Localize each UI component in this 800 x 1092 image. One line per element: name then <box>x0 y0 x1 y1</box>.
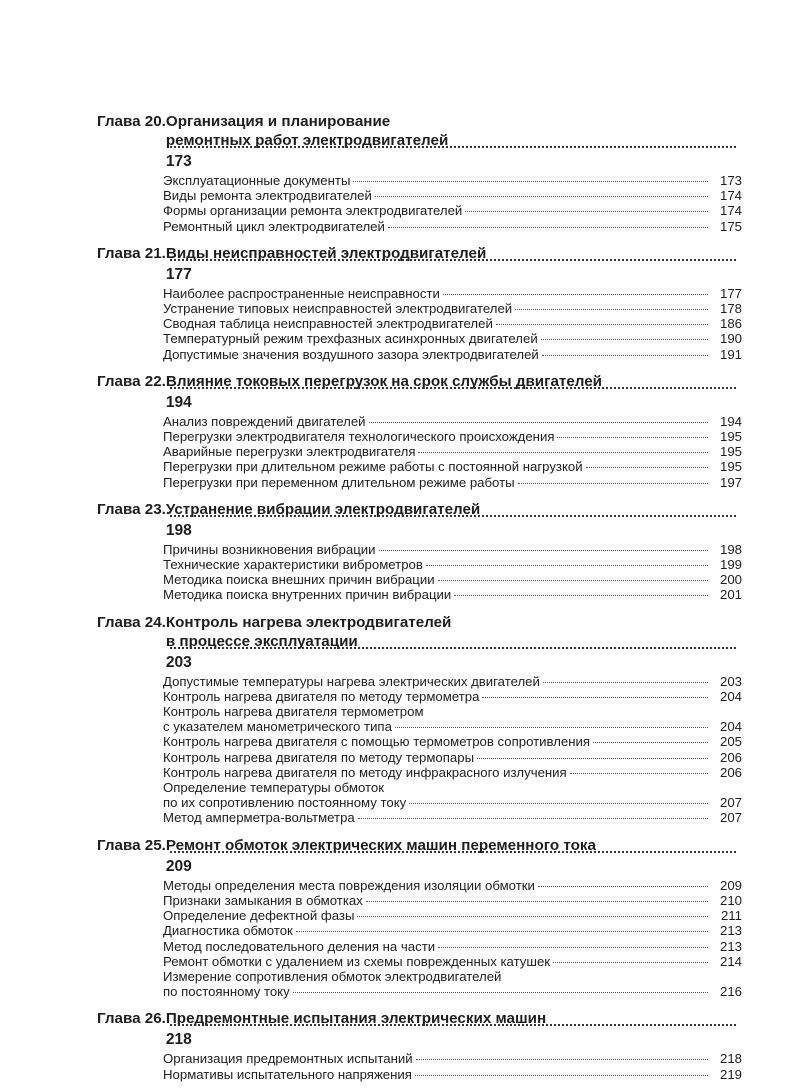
toc-entry <box>163 459 742 474</box>
toc-entry-line <box>163 347 742 362</box>
toc-entry-line <box>163 765 742 780</box>
chapter-title-text <box>166 613 742 672</box>
toc-entry-line <box>163 219 742 234</box>
toc-entry-text <box>163 939 742 954</box>
chapter-title-last-line <box>166 372 742 412</box>
toc-entry-title: Эксплуатационные документы <box>163 173 351 188</box>
chapter-number: Глава 22. <box>97 372 166 390</box>
chapter-title-line: Виды неисправностей электродвигателей <box>165 244 487 262</box>
dot-leader <box>357 916 708 917</box>
toc-entry-text <box>163 347 742 362</box>
toc-entry-text <box>163 923 742 938</box>
dot-leader <box>454 595 708 596</box>
toc-entry-line <box>163 954 742 969</box>
dot-leader <box>443 294 708 295</box>
toc-entry-text <box>163 286 742 301</box>
toc-entry-page: 200 <box>719 572 742 588</box>
chapter-title-last-line <box>166 1009 742 1049</box>
toc-entry-line <box>163 939 742 954</box>
toc-entry-page: 213 <box>719 923 742 939</box>
toc-entry-title: Допустимые температуры нагрева электрических двигателей <box>163 673 540 689</box>
dot-leader <box>518 483 708 484</box>
toc-entry-line <box>163 923 742 938</box>
toc-entry-title: Анализ повреждений двигателей <box>163 413 366 429</box>
chapter-title <box>97 112 742 171</box>
toc-entry-text <box>163 188 742 203</box>
dot-leader <box>170 146 736 148</box>
toc-entry-title: Аварийные перегрузки электродвигателя <box>163 444 416 460</box>
toc-entry-line <box>163 203 742 218</box>
chapter-title-text <box>166 112 742 171</box>
toc-entry <box>163 704 742 734</box>
toc-entry-page: 195 <box>719 459 742 475</box>
chapter-title <box>97 372 742 412</box>
dot-leader <box>465 211 708 212</box>
toc-entry <box>163 689 742 704</box>
toc-entry-text <box>163 810 742 825</box>
toc-entry-title: по постоянному току <box>163 984 290 1000</box>
toc-entry-text <box>163 301 742 316</box>
toc-entry-line <box>163 984 742 999</box>
toc-entry-title: Контроль нагрева двигателя с помощью термометров сопротивления <box>163 734 591 750</box>
toc-entry-title: Контроль нагрева двигателя термометром <box>163 704 424 720</box>
chapter-title-last-line <box>166 500 742 540</box>
toc-entry-page: 207 <box>719 795 742 811</box>
toc-entry-page: 174 <box>719 188 742 204</box>
toc-entry <box>163 301 742 316</box>
toc-entry-page: 204 <box>719 719 742 735</box>
toc-entry-line <box>163 878 742 893</box>
toc-entry-title: Метод последовательного деления на части <box>163 938 436 954</box>
toc-entry-page: 219 <box>719 1066 742 1082</box>
chapter-page-number: 218 <box>165 1031 192 1049</box>
toc-entry-page: 216 <box>719 984 742 1000</box>
toc-entry-text <box>163 316 742 331</box>
toc-entry <box>163 429 742 444</box>
toc-entry-title: Сводная таблица неисправностей электродвигателей <box>163 316 493 332</box>
toc-entry <box>163 219 742 234</box>
toc-entry-text <box>163 429 742 444</box>
chapter-number: Глава 21. <box>97 244 166 262</box>
dot-leader <box>379 550 709 551</box>
chapter-title-last-line <box>166 244 742 284</box>
dot-leader <box>586 467 708 468</box>
chapter-title <box>97 613 742 672</box>
toc-entry-page: 174 <box>719 203 742 219</box>
toc-entry-text <box>163 674 742 689</box>
toc-entry <box>163 674 742 689</box>
toc-entry-line <box>163 750 742 765</box>
chapter <box>97 613 742 826</box>
dot-leader <box>553 962 708 963</box>
toc-entry <box>163 286 742 301</box>
toc-entry-text <box>163 1051 742 1066</box>
toc-entry-title: Контроль нагрева двигателя по методу инфракрасного излучения <box>163 764 567 780</box>
toc-entry-text <box>163 969 742 999</box>
section-list <box>163 286 742 362</box>
toc-entry-title: Перегрузки при переменном длительном режиме работы <box>163 474 515 490</box>
toc-entry-text <box>163 542 742 557</box>
chapter-title-line: в процессе эксплуатации <box>165 632 358 650</box>
toc-entry-line <box>163 173 742 188</box>
chapter-number: Глава 24. <box>97 613 166 631</box>
chapter-title-last-line <box>166 632 742 672</box>
chapter <box>97 836 742 1000</box>
toc-entry-line <box>163 719 742 734</box>
toc-entry-title: Контроль нагрева двигателя по методу термометра <box>163 688 480 704</box>
toc-entry-text <box>163 572 742 587</box>
toc-entry-line <box>163 674 742 689</box>
toc-entry-line <box>163 587 742 602</box>
toc-entry <box>163 923 742 938</box>
dot-leader <box>570 773 708 774</box>
toc-entry-page: 173 <box>719 173 742 188</box>
toc-entry-text <box>163 908 742 923</box>
dot-leader <box>416 1059 708 1060</box>
toc-entry-title: Наиболее распространенные неисправности <box>163 285 440 301</box>
toc-entry <box>163 444 742 459</box>
chapter-title-line: Организация и планирование <box>165 113 391 130</box>
chapter-page-number: 209 <box>165 857 192 875</box>
toc-entry-title: Формы организации ремонта электродвигателей <box>163 203 463 219</box>
dot-leader <box>296 931 708 932</box>
toc-entry <box>163 188 742 203</box>
dot-leader <box>409 803 708 804</box>
chapter-page-number: 203 <box>165 653 192 671</box>
chapter-title-text <box>166 1009 742 1049</box>
toc-entry-page: 204 <box>719 688 742 704</box>
toc-entry <box>163 969 742 999</box>
chapter-title <box>97 244 742 284</box>
toc-entry <box>163 939 742 954</box>
chapter-number: Глава 23. <box>97 500 166 518</box>
toc-entry-line <box>163 810 742 825</box>
toc-entry-line <box>163 1067 742 1082</box>
toc-entry-title: Перегрузки электродвигателя технологического происхождения <box>163 429 555 445</box>
toc-entry-page: 209 <box>719 877 742 893</box>
dot-leader <box>438 580 708 581</box>
toc-entry-line <box>163 893 742 908</box>
dot-leader <box>366 901 708 902</box>
toc-entry-title: Температурный режим трехфазных асинхронных двигателей <box>163 331 538 347</box>
toc-entry-title: Перегрузки при длительном режиме работы с постоянной нагрузкой <box>163 459 583 475</box>
chapter-title-text <box>166 372 742 412</box>
dot-leader <box>388 227 708 228</box>
toc-entry-page: 190 <box>719 331 742 347</box>
chapter-title-text <box>166 500 742 540</box>
toc-entry <box>163 173 742 188</box>
toc-entry-line <box>163 572 742 587</box>
dot-leader <box>170 259 736 261</box>
chapter-title-text <box>166 836 742 876</box>
toc-entry-text <box>163 587 742 602</box>
toc-entry-title: Технические характеристики виброметров <box>163 557 423 573</box>
toc-entry <box>163 1051 742 1066</box>
toc-entry <box>163 203 742 218</box>
toc-entry-line <box>163 689 742 704</box>
dot-leader <box>557 437 708 438</box>
toc-entry-page: 203 <box>719 673 742 689</box>
toc-entry <box>163 908 742 923</box>
toc-entry-text <box>163 331 742 346</box>
toc-entry-page: 199 <box>719 557 742 573</box>
toc-entry-line <box>163 286 742 301</box>
toc-entry-page: 206 <box>719 764 742 780</box>
toc-entry-page: 206 <box>719 749 742 765</box>
toc-entry-title: Нормативы испытательного напряжения <box>163 1066 412 1082</box>
toc-entry-page: 205 <box>719 734 742 750</box>
toc-entry-title: Метод амперметра-вольтметра <box>163 810 355 826</box>
toc-entry-line <box>163 542 742 557</box>
toc-entry-text <box>163 780 742 810</box>
toc-entry-text <box>163 1067 742 1082</box>
chapter <box>97 112 742 234</box>
toc-entry-line <box>163 414 742 429</box>
section-list <box>163 542 742 603</box>
toc-entry-text <box>163 689 742 704</box>
toc-entry-title: Измерение сопротивления обмоток электродвигателей <box>163 968 502 984</box>
toc-entry-page: 218 <box>719 1051 742 1067</box>
toc-entry-text <box>163 893 742 908</box>
dot-leader <box>369 422 708 423</box>
table-of-contents <box>97 112 742 1092</box>
dot-leader <box>293 992 708 993</box>
toc-entry-line <box>163 459 742 474</box>
toc-entry-text <box>163 475 742 490</box>
toc-entry-title: Методы определения места повреждения изоляции обмотки <box>163 877 535 893</box>
dot-leader <box>395 727 708 728</box>
chapter-number: Глава 26. <box>97 1010 166 1028</box>
toc-entry-title: Ремонт обмотки с удалением из схемы поврежденных катушек <box>163 953 551 969</box>
toc-entry <box>163 893 742 908</box>
dot-leader <box>538 886 708 887</box>
chapter-page-number: 194 <box>165 393 192 411</box>
toc-entry-line <box>163 444 742 459</box>
chapter-title-line: Предремонтные испытания электрических машин <box>165 1010 547 1028</box>
toc-entry-line <box>163 188 742 203</box>
toc-entry <box>163 734 742 749</box>
toc-entry-line <box>163 429 742 444</box>
toc-entry <box>163 1067 742 1082</box>
chapter-number: Глава 20. <box>97 113 166 130</box>
toc-entry-text <box>163 444 742 459</box>
toc-entry-title: по их сопротивлению постоянному току <box>163 795 407 811</box>
toc-entry-line <box>163 475 742 490</box>
chapter-title-last-line <box>166 836 742 876</box>
toc-entry-page: 175 <box>719 218 742 234</box>
toc-entry-title: Диагностика обмоток <box>163 923 293 939</box>
toc-entry-text <box>163 704 742 734</box>
toc-entry-title: Виды ремонта электродвигателей <box>163 188 372 204</box>
toc-entry-line <box>163 795 742 810</box>
dot-leader <box>170 515 736 517</box>
dot-leader <box>415 1075 708 1076</box>
chapter-title <box>97 836 742 876</box>
toc-entry-title: Определение температуры обмоток <box>163 780 385 796</box>
toc-entry-line <box>163 557 742 572</box>
toc-entry-page: 214 <box>719 953 742 969</box>
dot-leader <box>541 339 708 340</box>
chapter-title-line: Устранение вибрации электродвигателей <box>165 500 481 518</box>
toc-entry-line <box>163 780 742 795</box>
dot-leader <box>418 452 708 453</box>
toc-entry-line <box>163 908 742 923</box>
dot-leader <box>542 355 708 356</box>
chapter-number: Глава 25. <box>97 836 166 854</box>
toc-entry-text <box>163 414 742 429</box>
toc-entry-title: Допустимые значения воздушного зазора электродвигателей <box>163 346 539 362</box>
dot-leader <box>375 196 708 197</box>
toc-entry <box>163 954 742 969</box>
section-list <box>163 878 742 1000</box>
toc-entry-page: 207 <box>719 810 742 826</box>
toc-entry <box>163 347 742 362</box>
dot-leader <box>543 682 708 683</box>
toc-entry-title: Признаки замыкания в обмотках <box>163 892 363 908</box>
chapter-title-line: Ремонт обмоток электрических машин переменного тока <box>165 836 596 854</box>
toc-entry-title: с указателем манометрического типа <box>163 719 392 735</box>
section-list <box>163 1051 742 1081</box>
dot-leader <box>170 647 736 649</box>
toc-entry-title: Причины возникновения вибрации <box>163 541 376 557</box>
chapter <box>97 500 742 603</box>
toc-entry-page: 210 <box>719 892 742 908</box>
toc-entry-page: 186 <box>719 316 742 332</box>
toc-entry <box>163 810 742 825</box>
dot-leader <box>170 387 736 389</box>
toc-entry <box>163 780 742 810</box>
dot-leader <box>477 758 708 759</box>
toc-entry-page: 211 <box>720 908 742 924</box>
toc-entry-text <box>163 734 742 749</box>
toc-entry-page: 201 <box>719 587 742 603</box>
dot-leader <box>358 818 708 819</box>
dot-leader <box>593 742 708 743</box>
dot-leader <box>353 181 708 182</box>
toc-entry-line <box>163 331 742 346</box>
section-list <box>163 414 742 490</box>
toc-entry-text <box>163 765 742 780</box>
toc-entry-line <box>163 1051 742 1066</box>
toc-entry <box>163 765 742 780</box>
toc-entry-page: 178 <box>719 301 742 317</box>
section-list <box>163 173 742 234</box>
toc-entry <box>163 331 742 346</box>
toc-entry-text <box>163 954 742 969</box>
toc-entry-line <box>163 316 742 331</box>
chapter <box>97 1009 742 1081</box>
toc-entry-page: 195 <box>719 444 742 460</box>
dot-leader <box>482 697 708 698</box>
toc-entry-line <box>163 704 742 719</box>
chapter-title-line: Влияние токовых перегрузок на срок службы двигателей <box>165 372 603 390</box>
dot-leader <box>170 1024 736 1026</box>
toc-entry-text <box>163 219 742 234</box>
toc-entry <box>163 750 742 765</box>
toc-entry-title: Устранение типовых неисправностей электродвигателей <box>163 301 513 317</box>
chapter-title-text <box>166 244 742 284</box>
toc-entry-page: 195 <box>719 429 742 445</box>
chapter-title <box>97 500 742 540</box>
toc-entry-text <box>163 750 742 765</box>
toc-entry-page: 191 <box>719 346 742 362</box>
toc-entry-line <box>163 734 742 749</box>
chapter <box>97 244 742 362</box>
toc-entry <box>163 572 742 587</box>
chapter-title-line: Контроль нагрева электродвигателей <box>165 613 452 631</box>
chapter <box>97 372 742 490</box>
toc-entry-text <box>163 203 742 218</box>
toc-entry-title: Организация предремонтных испытаний <box>163 1051 413 1067</box>
toc-entry <box>163 475 742 490</box>
toc-entry-page: 194 <box>719 413 742 429</box>
section-list <box>163 674 742 826</box>
toc-entry-title: Ремонтный цикл электродвигателей <box>163 218 385 234</box>
toc-entry-page: 198 <box>719 541 742 557</box>
toc-entry-title: Определение дефектной фазы <box>163 908 355 924</box>
toc-entry <box>163 414 742 429</box>
chapter-title <box>97 1009 742 1049</box>
dot-leader <box>426 565 708 566</box>
toc-entry <box>163 542 742 557</box>
chapter-title-line: ремонтных работ электродвигателей <box>165 132 449 149</box>
chapter-page-number: 198 <box>165 521 192 539</box>
toc-entry-page: 177 <box>719 285 742 301</box>
toc-entry-line <box>163 301 742 316</box>
toc-entry-text <box>163 557 742 572</box>
toc-entry-title: Методика поиска внутренних причин вибрации <box>163 587 452 603</box>
toc-entry-line <box>163 969 742 984</box>
dot-leader <box>515 309 708 310</box>
toc-entry-title: Контроль нагрева двигателя по методу термопары <box>163 749 475 765</box>
toc-entry <box>163 878 742 893</box>
toc-entry <box>163 587 742 602</box>
dot-leader <box>438 947 708 948</box>
chapter-page-number: 173 <box>165 153 192 170</box>
chapter-page-number: 177 <box>165 265 192 283</box>
toc-entry-title: Методика поиска внешних причин вибрации <box>163 572 435 588</box>
toc-entry-text <box>163 878 742 893</box>
toc-entry-page: 197 <box>719 474 742 490</box>
dot-leader <box>170 851 736 853</box>
toc-entry-page: 213 <box>719 938 742 954</box>
chapter-title-last-line <box>166 131 742 171</box>
toc-entry <box>163 316 742 331</box>
dot-leader <box>496 324 708 325</box>
toc-entry-text <box>163 459 742 474</box>
toc-entry-text <box>163 173 742 188</box>
toc-entry <box>163 557 742 572</box>
